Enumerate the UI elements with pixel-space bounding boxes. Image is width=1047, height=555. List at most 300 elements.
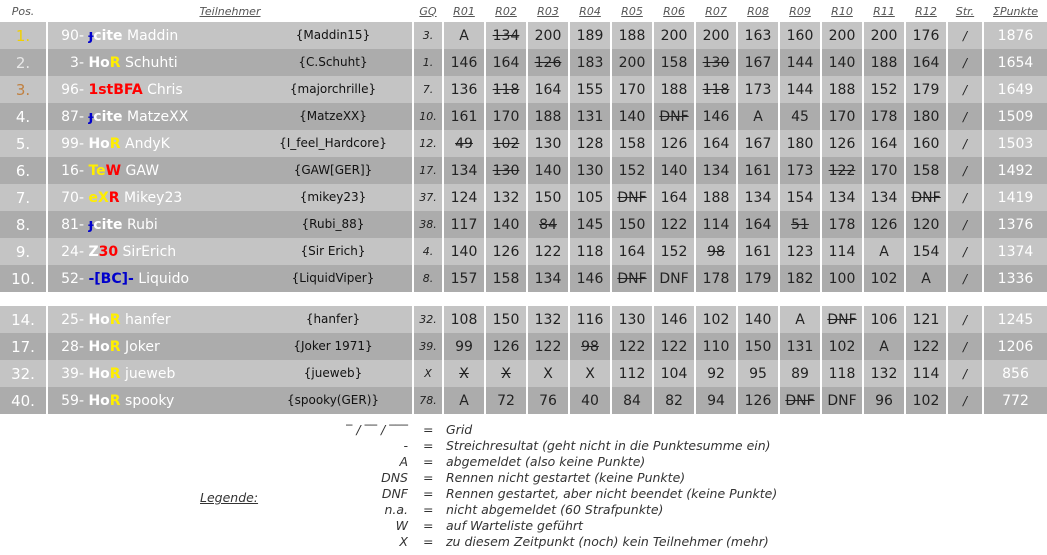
round-result: 102 [696,306,736,333]
team-tag: 1stBFA [88,81,143,98]
position: 17. [0,333,46,360]
round-result: 157 [444,265,484,292]
team-tag: HoR [88,135,121,152]
round-result: 114 [906,360,946,387]
round-result: 150 [612,211,652,238]
driver-name: Joker [125,338,160,355]
participant[interactable] [48,22,412,49]
nickname: {jueweb} [303,366,363,380]
round-result: 134 [528,265,568,292]
round-result: 158 [654,49,694,76]
streich-count: / [948,211,982,238]
round-result: 167 [738,49,778,76]
round-result: 188 [864,49,904,76]
round-result: 158 [612,130,652,157]
round-result: 189 [570,22,610,49]
round-result: 45 [780,103,820,130]
round-result: 108 [444,306,484,333]
round-result: 200 [822,22,862,49]
round-result: 134 [864,184,904,211]
car-number: 70- [61,189,84,206]
legend-equals: = [423,422,434,437]
round-result: X [486,360,526,387]
participant[interactable] [48,157,412,184]
table-row [0,333,1047,360]
round-result: 140 [486,211,526,238]
round-result: 134 [444,157,484,184]
streich-count: / [948,49,982,76]
round-result: 126 [528,49,568,76]
points-total: 1876 [984,22,1047,49]
round-result: A [444,387,484,414]
header-teilnehmer: Teilnehmer [199,4,261,18]
legend-symbol: ‾ / ‾‾ / ‾‾‾ [346,422,408,437]
round-result: 134 [486,22,526,49]
round-result: 180 [780,130,820,157]
round-result: 140 [528,157,568,184]
legend-text: Rennen gestartet, aber nicht beendet (keine Punkte) [446,486,778,501]
legend-item [0,534,1033,550]
team-tag: ɟcite [88,216,123,233]
round-result: 146 [654,306,694,333]
round-result: 140 [612,103,652,130]
streich-count: / [948,333,982,360]
round-result: X [570,360,610,387]
car-number: 99- [61,135,84,152]
round-result: 200 [696,22,736,49]
round-result: 122 [528,238,568,265]
streich-count: / [948,184,982,211]
team-tag: ɟcite [88,108,123,125]
round-result: 122 [822,157,862,184]
round-result: 40 [570,387,610,414]
team-tag: HoR [88,311,121,328]
position: 40. [0,387,46,414]
team-tag: HoR [88,54,121,71]
nickname: {C.Schuht} [298,55,368,69]
participant[interactable] [48,333,412,360]
participant[interactable] [48,360,412,387]
points-total: 1336 [984,265,1047,292]
round-result: 98 [570,333,610,360]
car-number: 3- [70,54,84,71]
grid-qualifying: 38. [414,211,442,238]
round-result: 122 [528,333,568,360]
round-result: 200 [654,22,694,49]
round-result: 146 [696,103,736,130]
round-result: 132 [528,306,568,333]
round-result: 120 [906,211,946,238]
header-r12: R12 [915,4,937,18]
round-result: 188 [696,184,736,211]
round-result: 164 [486,49,526,76]
legend-equals: = [423,454,434,469]
round-result: 183 [570,49,610,76]
round-result: X [444,360,484,387]
round-result: 158 [906,157,946,184]
car-number: 81- [61,216,84,233]
round-result: 170 [486,103,526,130]
round-result: 161 [738,157,778,184]
legend-symbol: n.a. [384,502,408,517]
nickname: {Joker 1971} [293,339,373,353]
header-sum: ΣPunkte [993,4,1038,18]
round-result: 200 [864,22,904,49]
round-result: 122 [612,333,652,360]
header-gq: GQ [419,4,437,18]
round-result: 94 [696,387,736,414]
round-result: 117 [444,211,484,238]
legend-equals: = [423,534,434,549]
table-row [0,76,1047,103]
round-result: 178 [864,103,904,130]
position: 32. [0,360,46,387]
round-result: 179 [738,265,778,292]
round-result: 126 [486,333,526,360]
header-r09: R09 [789,4,811,18]
legend-item [0,454,1033,470]
round-result: 200 [528,22,568,49]
legend-text: auf Warteliste geführt [446,518,583,533]
driver-name: Mikey23 [123,189,183,206]
legend-symbol: DNF [381,486,408,501]
header-row [0,0,1047,22]
driver-name: jueweb [125,365,176,382]
round-result: 132 [486,184,526,211]
round-result: 140 [822,49,862,76]
legend-equals: = [423,502,434,517]
legend-symbol: A [399,454,408,469]
round-result: 128 [570,130,610,157]
grid-qualifying: 78. [414,387,442,414]
participant[interactable] [48,103,412,130]
table-row [0,103,1047,130]
legend-item [0,422,1033,438]
round-result: A [444,22,484,49]
round-result: A [906,265,946,292]
round-result: 118 [570,238,610,265]
round-result: 179 [906,76,946,103]
round-result: 167 [738,130,778,157]
car-number: 52- [61,270,84,287]
nickname: {hanfer} [305,312,361,326]
round-result: 150 [738,333,778,360]
round-result: 163 [738,22,778,49]
legend-item [0,438,1033,454]
streich-count: / [948,22,982,49]
round-result: 123 [780,238,820,265]
position: 14. [0,306,46,333]
table-row [0,387,1047,414]
round-result: DNF [780,387,820,414]
round-result: 188 [822,76,862,103]
round-result: 178 [822,211,862,238]
round-result: 130 [612,306,652,333]
round-result: 144 [780,49,820,76]
position: 3. [0,76,46,103]
legend-equals: = [423,518,434,533]
position: 7. [0,184,46,211]
header-r07: R07 [705,4,727,18]
legend-equals: = [423,486,434,501]
position: 5. [0,130,46,157]
participant[interactable] [48,306,412,333]
team-tag: HoR [88,338,121,355]
grid-qualifying: 8. [414,265,442,292]
header-r11: R11 [873,4,895,18]
participant[interactable] [48,387,412,414]
driver-name: spooky [125,392,175,409]
grid-qualifying: 37. [414,184,442,211]
round-result: 152 [864,76,904,103]
round-result: 126 [654,130,694,157]
round-result: 72 [486,387,526,414]
table-row [0,306,1047,333]
position: 4. [0,103,46,130]
round-result: 150 [486,306,526,333]
header-r04: R04 [579,4,601,18]
legend-text: nicht abgemeldet (60 Strafpunkte) [446,502,664,517]
points-total: 1509 [984,103,1047,130]
grid-qualifying: 17. [414,157,442,184]
driver-name: hanfer [125,311,171,328]
points-total: 1649 [984,76,1047,103]
round-result: 89 [780,360,820,387]
round-result: 122 [654,211,694,238]
round-result: 164 [528,76,568,103]
nickname: {GAW[GER]} [293,163,373,177]
grid-qualifying: 12. [414,130,442,157]
table-row [0,184,1047,211]
driver-name: MatzeXX [127,108,189,125]
driver-name: Schuhti [125,54,178,71]
round-result: 112 [612,360,652,387]
header-r01: R01 [453,4,475,18]
round-result: DNF [822,306,862,333]
round-result: 170 [864,157,904,184]
table-row [0,157,1047,184]
round-result: 114 [696,211,736,238]
round-result: 134 [696,157,736,184]
position: 2. [0,49,46,76]
points-total: 1245 [984,306,1047,333]
round-result: 110 [696,333,736,360]
round-result: 188 [528,103,568,130]
nickname: {Sir Erich} [300,244,366,258]
points-total: 856 [984,360,1047,387]
round-result: 84 [528,211,568,238]
points-total: 1376 [984,211,1047,238]
participant[interactable] [48,130,412,157]
streich-count: / [948,387,982,414]
round-result: 102 [822,333,862,360]
round-result: 188 [612,22,652,49]
streich-count: / [948,157,982,184]
round-result: 154 [906,238,946,265]
round-result: 152 [612,157,652,184]
round-result: 116 [570,306,610,333]
round-result: 178 [696,265,736,292]
points-total: 1206 [984,333,1047,360]
position: 1. [0,22,46,49]
car-number: 16- [61,162,84,179]
round-result: 49 [444,130,484,157]
round-result: 164 [612,238,652,265]
header-r05: R05 [621,4,643,18]
points-total: 1654 [984,49,1047,76]
round-result: 144 [780,76,820,103]
grid-qualifying: 7. [414,76,442,103]
round-result: DNF [654,103,694,130]
legend-item [0,502,1033,518]
team-tag: Z30 [88,243,119,260]
streich-count: / [948,306,982,333]
round-result: 124 [444,184,484,211]
grid-qualifying: 39. [414,333,442,360]
legend-title: Legende: [200,490,259,505]
grid-qualifying: 10. [414,103,442,130]
round-result: 176 [906,22,946,49]
round-result: 200 [612,49,652,76]
round-result: 100 [822,265,862,292]
streich-count: / [948,265,982,292]
round-result: 99 [444,333,484,360]
driver-name: AndyK [125,135,170,152]
legend-symbol: X [399,534,408,549]
header-r06: R06 [663,4,685,18]
round-result: 154 [780,184,820,211]
points-total: 1419 [984,184,1047,211]
nickname: {mikey23} [299,190,367,204]
table-row [0,22,1047,49]
table-row [0,238,1047,265]
streich-count: / [948,76,982,103]
round-result: 140 [444,238,484,265]
round-result: 182 [780,265,820,292]
round-result: 150 [528,184,568,211]
streich-count: / [948,103,982,130]
round-result: 131 [780,333,820,360]
driver-name: Liquido [138,270,190,287]
nickname: {Rubi_88} [301,217,365,231]
legend-text: zu diesem Zeitpunkt (noch) kein Teilnehmer (mehr) [446,534,769,549]
round-result: 102 [486,130,526,157]
participant[interactable] [48,49,412,76]
round-result: 126 [864,211,904,238]
round-result: 96 [864,387,904,414]
header-str: Str. [955,4,975,18]
legend-text: Grid [446,422,473,437]
round-result: 173 [738,76,778,103]
round-result: 140 [738,306,778,333]
round-result: 121 [906,306,946,333]
round-result: 134 [738,184,778,211]
table-row [0,49,1047,76]
round-result: 160 [906,130,946,157]
grid-qualifying: X [414,360,442,387]
round-result: DNF [906,184,946,211]
round-result: 114 [822,238,862,265]
round-result: 102 [906,387,946,414]
round-result: DNF [654,265,694,292]
round-result: 180 [906,103,946,130]
round-result: 170 [612,76,652,103]
car-number: 28- [61,338,84,355]
round-result: 105 [570,184,610,211]
round-result: A [780,306,820,333]
round-result: 164 [696,130,736,157]
participant[interactable] [48,238,412,265]
round-result: 155 [570,76,610,103]
gap-body [0,292,1047,306]
header-r10: R10 [831,4,853,18]
streich-count: / [948,360,982,387]
participant[interactable] [48,184,412,211]
round-result: 126 [822,130,862,157]
round-result: 118 [696,76,736,103]
legend-text: Streichresultat (geht nicht in die Punktesumme ein) [446,438,771,453]
table-row [0,211,1047,238]
round-result: DNF [822,387,862,414]
points-total: 1374 [984,238,1047,265]
round-result: 130 [528,130,568,157]
round-result: A [864,333,904,360]
driver-name: SirErich [122,243,177,260]
round-result: 122 [906,333,946,360]
driver-name: GAW [125,162,160,179]
position: 9. [0,238,46,265]
round-result: 118 [486,76,526,103]
round-result: 140 [654,157,694,184]
car-number: 25- [61,311,84,328]
position: 8. [0,211,46,238]
car-number: 59- [61,392,84,409]
legend-text: abgemeldet (also keine Punkte) [446,454,646,469]
round-result: 164 [906,49,946,76]
team-tag: ɟcite [88,27,123,44]
round-result: DNF [612,184,652,211]
participant[interactable] [48,76,412,103]
participant[interactable] [48,265,412,292]
legend-text: Rennen nicht gestartet (keine Punkte) [446,470,686,485]
participant[interactable] [48,211,412,238]
round-result: 131 [570,103,610,130]
car-number: 24- [61,243,84,260]
round-result: 126 [738,387,778,414]
nickname: {MatzeXX} [299,109,367,123]
round-result: 161 [738,238,778,265]
header-r08: R08 [747,4,769,18]
position: 6. [0,157,46,184]
team-tag: eXR [88,189,120,206]
grid-qualifying: 4. [414,238,442,265]
round-result: 170 [822,103,862,130]
legend-symbol: DNS [381,470,408,485]
nickname: {spooky(GER)} [286,393,380,407]
round-result: 164 [738,211,778,238]
round-result: DNF [612,265,652,292]
round-result: 152 [654,238,694,265]
round-result: 98 [696,238,736,265]
round-result: 134 [822,184,862,211]
table-row [0,130,1047,157]
points-total: 1492 [984,157,1047,184]
header-r03: R03 [537,4,559,18]
car-number: 39- [61,365,84,382]
legend-equals: = [423,470,434,485]
round-result: 126 [486,238,526,265]
nickname: {majorchrille} [289,82,377,96]
